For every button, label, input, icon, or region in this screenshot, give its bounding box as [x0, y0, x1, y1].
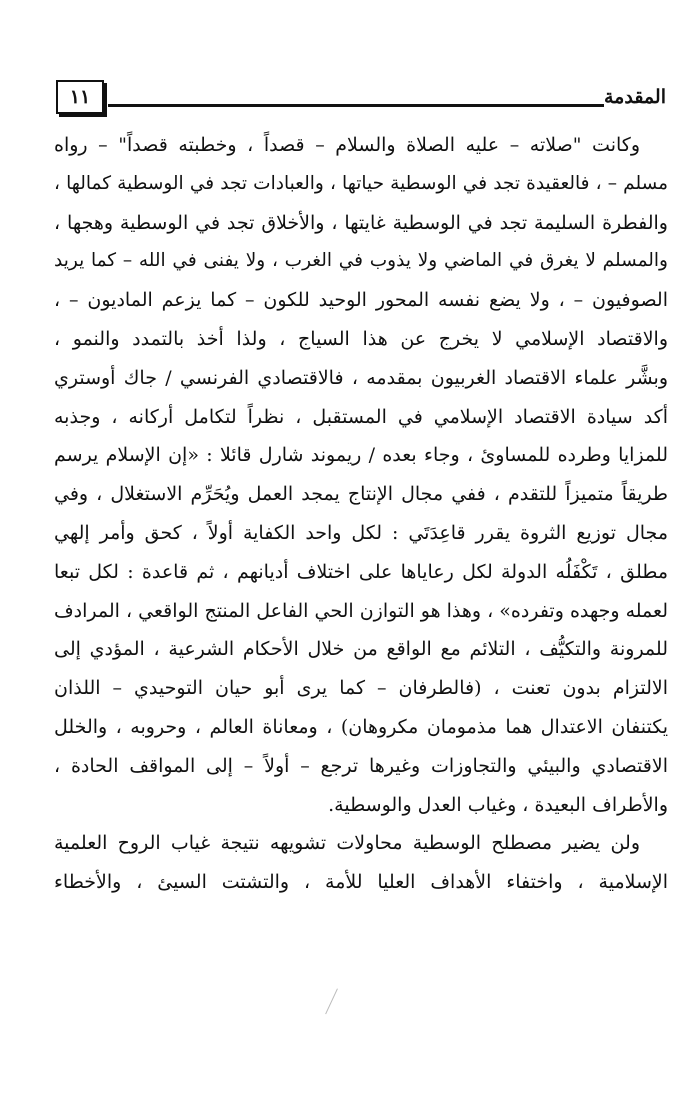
- header-rule: [108, 104, 604, 107]
- text-line: الصوفيون – ، ولا يضع نفسه المحور الوحيد للكون – كما يزعم الماديون – ،: [54, 289, 668, 312]
- text-line: طريقاً متميزاً للتقدم ، ففي مجال الإنتاج يمجد العمل ويُحَرِّم الاستغلال ، وفي: [54, 483, 668, 506]
- chapter-title: المقدمة: [603, 86, 666, 108]
- page-header: [56, 80, 666, 120]
- text-line: ولن يضير مصطلح الوسطية محاولات تشويهه نتيجة غياب الروح العلمية: [54, 832, 640, 855]
- text-line: الإسلامية ، واختفاء الأهداف العليا للأمة ، والتشتت السيئ ، والأخطاء: [54, 871, 668, 894]
- text-line: للمزايا وطرده للمساوئ ، وجاء بعده / ريموند شارل قائلا : «إن الإسلام يرسم: [54, 444, 668, 467]
- text-line: يكتنفان الاعتدال هما مذمومان مكروهان) ، ومعاناة العالم ، وحروبه ، والخلل: [54, 715, 668, 738]
- text-line: والمسلم لا يغرق في الماضي ولا يذوب في الغرب ، ولا يفنى في الله – كما يريد: [54, 250, 668, 272]
- text-line: مسلم – ، فالعقيدة تجد في الوسطية حياتها ، والعبادات تجد في الوسطية كمالها ،: [54, 172, 668, 194]
- text-line: مطلق ، تَكْفَلُه الدولة لكل رعاياها على اختلاف أديانهم ، ثم قاعدة : لكل تبعا: [54, 560, 668, 583]
- text-line: لعمله وجهده وتفرده» ، وهذا هو التوازن الحي الفاعل المنتج الواقعي ، المرادف: [53, 599, 668, 622]
- text-line: وبشَّر علماء الاقتصاد الغربيون بمقدمه ، فالاقتصادي الفرنسي / جاك أوستري: [54, 366, 668, 389]
- text-line: الالتزام بدون تعنت ، (فالطرفان – كما يرى أبو حيان التوحيدي – اللذان: [54, 677, 668, 700]
- text-line: للمرونة والتكيُّف ، التلائم مع الواقع من خلال الأحكام الشرعية ، المؤدي إلى: [54, 638, 668, 661]
- text-line: والاقتصاد الإسلامي لا يخرج عن هذا السياج ، ولذا أخذ بالتمدد والنمو ،: [54, 327, 668, 350]
- text-line: مجال توزيع الثروة يقرر قاعِدَتَي : لكل واحد الكفاية أولاً ، كحق وأمر إلهي: [54, 521, 668, 544]
- body-text: [54, 126, 668, 902]
- text-line: الاقتصادي والبيئي والتجاوزات وغيرها ترجع – أولاً – إلى المواقف الحادة ،: [54, 754, 668, 777]
- text-line: والأطراف البعيدة ، وغياب العدل والوسطية.: [328, 793, 668, 816]
- text-line: وكانت "صلاته – عليه الصلاة والسلام – قصداً ، وخطبته قصداً" – رواه: [54, 134, 640, 156]
- text-line: أكد سيادة الاقتصاد الإسلامي في المستقبل ، نظراً لتكامل أركانه ، وجذبه: [54, 405, 668, 428]
- page-number: ١١: [56, 80, 104, 114]
- paper-mark: [325, 988, 358, 1023]
- text-line: والفطرة السليمة تجد في الوسطية غايتها ، والأخلاق تجد في الوسطية وهجها ،: [54, 211, 668, 234]
